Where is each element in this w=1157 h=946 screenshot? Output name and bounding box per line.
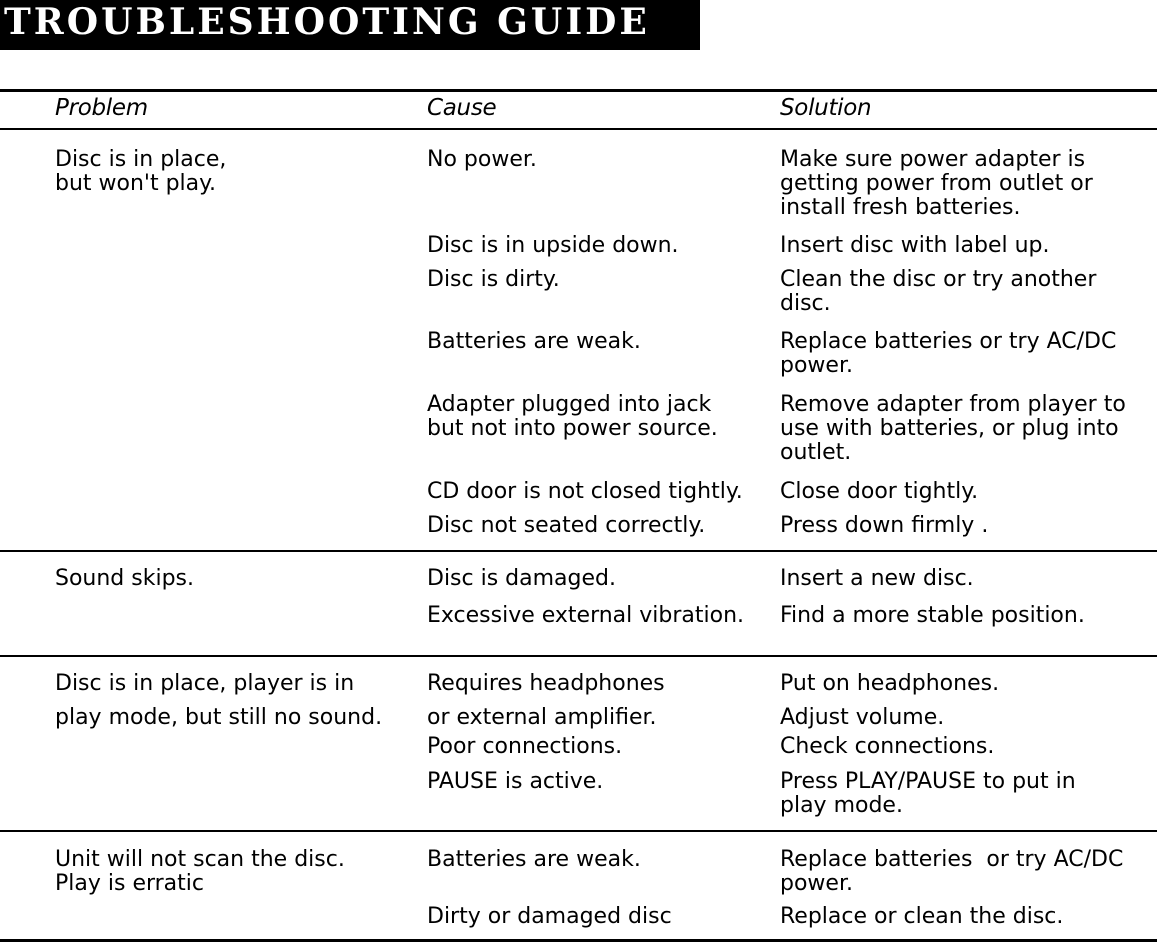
header-rule [0, 128, 1157, 130]
cause-cell: Dirty or damaged disc [427, 904, 672, 929]
group-divider [0, 655, 1157, 657]
problem-cell: Sound skips. [55, 566, 195, 591]
cause-cell: Requires headphones or external amplifier. [427, 671, 665, 730]
header-problem: Problem [55, 95, 148, 121]
solution-cell: Check connections. [780, 734, 995, 759]
solution-cell: Replace batteries or try AC/DC power. [780, 329, 1117, 378]
problem-cell: Disc is in place, player is in play mode, but still no sound. [55, 671, 383, 730]
header-cause: Cause [427, 95, 497, 121]
solution-cell: Make sure power adapter is getting power from outlet or install fresh batteries. [780, 147, 1093, 220]
page-title: TROUBLESHOOTING GUIDE [0, 0, 700, 50]
cause-cell: Disc is damaged. [427, 566, 616, 591]
cause-cell: Disc is dirty. [427, 267, 560, 292]
cause-cell: No power. [427, 147, 537, 172]
solution-cell: Insert a new disc. [780, 566, 974, 591]
group-divider [0, 550, 1157, 552]
solution-cell: Put on headphones. Adjust volume. [780, 671, 1000, 730]
cause-cell: PAUSE is active. [427, 769, 604, 794]
cause-cell: Batteries are weak. [427, 329, 641, 354]
table-bottom-rule [0, 939, 1157, 942]
solution-cell: Find a more stable position. [780, 603, 1085, 628]
solution-cell: Insert disc with label up. [780, 233, 1050, 258]
solution-cell: Replace or clean the disc. [780, 904, 1064, 929]
cause-cell: Disc not seated correctly. [427, 513, 706, 538]
cause-cell: Disc is in upside down. [427, 233, 679, 258]
problem-cell: Unit will not scan the disc. Play is erratic [55, 847, 345, 896]
solution-cell: Remove adapter from player to use with batteries, or plug into outlet. [780, 392, 1126, 465]
problem-cell: Disc is in place, but won't play. [55, 147, 227, 196]
cause-cell: Adapter plugged into jack but not into power source. [427, 392, 718, 441]
cause-cell: Batteries are weak. [427, 847, 641, 872]
header-solution: Solution [780, 95, 872, 121]
solution-cell: Press PLAY/PAUSE to put in play mode. [780, 769, 1076, 818]
cause-cell: Poor connections. [427, 734, 623, 759]
solution-cell: Close door tightly. [780, 479, 979, 504]
cause-cell: CD door is not closed tightly. [427, 479, 743, 504]
solution-cell: Press down firmly . [780, 513, 989, 538]
solution-cell: Replace batteries or try AC/DC power. [780, 847, 1124, 896]
solution-cell: Clean the disc or try another disc. [780, 267, 1097, 316]
cause-cell: Excessive external vibration. [427, 603, 745, 628]
group-divider [0, 830, 1157, 832]
table-top-rule [0, 89, 1157, 92]
